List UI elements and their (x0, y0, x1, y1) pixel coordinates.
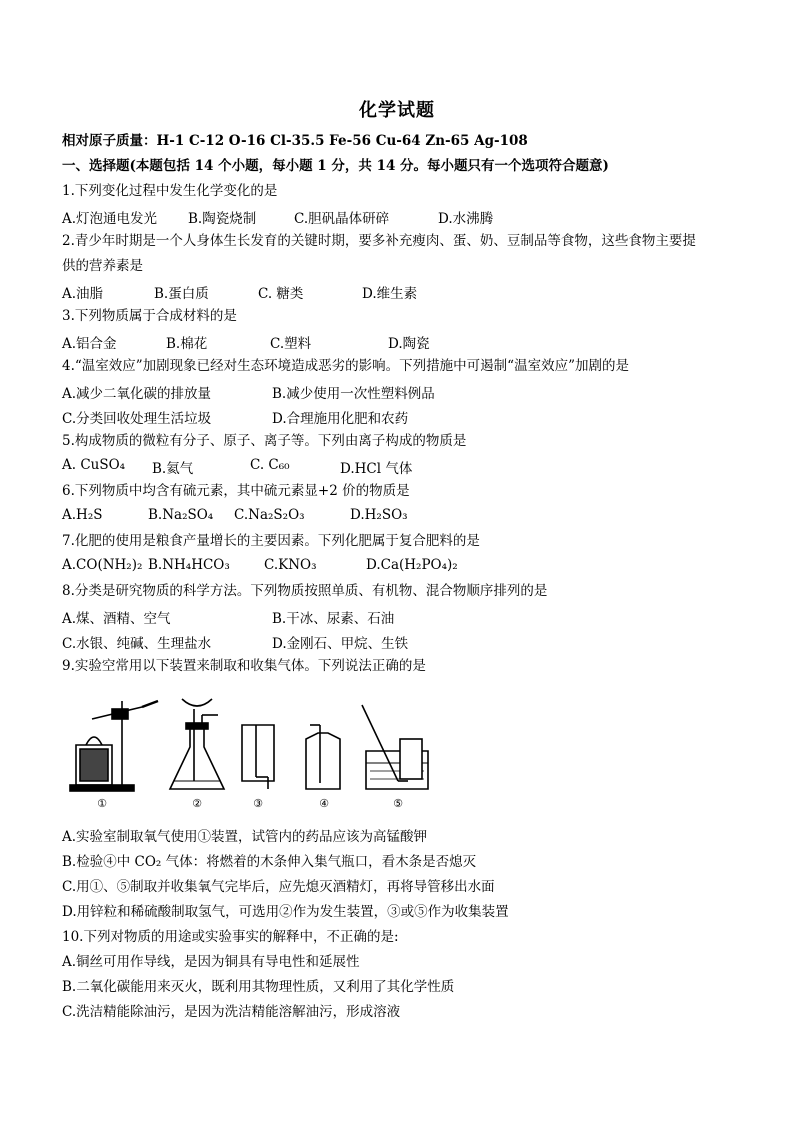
q6-option-b[interactable]: B.Na₂SO₄ (148, 507, 214, 523)
q3-option-a[interactable]: A.铝合金 (62, 336, 117, 352)
q6-option-a[interactable]: A.H₂S (62, 507, 103, 523)
page-title: 化学试题 (359, 100, 435, 121)
atomic-mass: 相对原子质量：H-1 C-12 O-16 Cl-35.5 Fe-56 Cu-64 Zn-65 Ag-108 (62, 133, 528, 149)
apparatus-figure (62, 685, 432, 815)
q8-option-a[interactable]: A.煤、酒精、空气 (62, 611, 171, 627)
q3-options (62, 332, 742, 350)
q1-options (62, 207, 742, 225)
q9-option-d[interactable]: D.用锌粒和稀硫酸制取氢气，可选用②作为发生装置，③或⑤作为收集装置 (62, 904, 509, 920)
apparatus-label-4: ④ (319, 797, 329, 810)
q5-options (62, 457, 742, 475)
q8-stem: 8.分类是研究物质的科学方法。下列物质按照单质、有机物、混合物顺序排列的是 (62, 583, 548, 599)
q8-option-b[interactable]: B.干冰、尿素、石油 (272, 611, 395, 627)
q6-options (62, 507, 742, 525)
q10-option-b[interactable]: B.二氧化碳能用来灭火，既利用其物理性质，又利用了其化学性质 (62, 979, 455, 995)
apparatus-label-3: ③ (253, 797, 263, 810)
q2-option-c[interactable]: C. 糖类 (258, 286, 304, 302)
q3-stem: 3.下列物质属于合成材料的是 (62, 308, 237, 324)
q5-option-d[interactable]: D.HCl 气体 (340, 461, 413, 477)
q9-option-c[interactable]: C.用①、⑤制取并收集氧气完毕后，应先熄灭酒精灯，再将导管移出水面 (62, 879, 495, 895)
apparatus-3-downward-collection (242, 725, 274, 789)
q10-stem: 10.下列对物质的用途或实验事实的解释中，不正确的是: (62, 929, 399, 945)
q2-stem-line2: 供的营养素是 (62, 258, 143, 274)
q5-option-a[interactable]: A. CuSO₄ (62, 457, 126, 473)
q4-options-row2 (62, 407, 742, 425)
q2-option-a[interactable]: A.油脂 (62, 286, 104, 302)
q6-option-d[interactable]: D.H₂SO₃ (350, 507, 408, 523)
q7-option-d[interactable]: D.Ca(H₂PO₄)₂ (366, 557, 458, 573)
q1-option-c[interactable]: C.胆矾晶体研碎 (294, 211, 390, 227)
q7-stem: 7.化肥的使用是粮食产量增长的主要因素。下列化肥属于复合肥料的是 (62, 533, 480, 549)
q8-options-row2 (62, 632, 742, 650)
q1-option-a[interactable]: A.灯泡通电发光 (62, 211, 158, 227)
apparatus-5-water-collection (362, 705, 428, 789)
q8-option-d[interactable]: D.金刚石、甲烷、生铁 (272, 636, 409, 652)
q6-option-c[interactable]: C.Na₂S₂O₃ (234, 507, 305, 523)
q4-stem: 4.“温室效应”加剧现象已经对生态环境造成恶劣的影响。下列措施中可遏制“温室效应”加剧的是 (62, 358, 629, 374)
q4-option-b[interactable]: B.减少使用一次性塑料例品 (272, 386, 435, 402)
q8-option-c[interactable]: C.水银、纯碱、生理盐水 (62, 636, 212, 652)
apparatus-label-5: ⑤ (393, 797, 403, 810)
q8-options-row1 (62, 607, 742, 625)
apparatus-label-1: ① (97, 797, 107, 810)
q9-option-a[interactable]: A.实验室制取氧气使用①装置，试管内的药品应该为高锰酸钾 (62, 829, 428, 845)
q4-option-a[interactable]: A.减少二氧化碳的排放量 (62, 386, 212, 402)
apparatus-1-heating (70, 701, 158, 791)
q1-stem: 1.下列变化过程中发生化学变化的是 (62, 183, 278, 199)
q9-option-b[interactable]: B.检验④中 CO₂ 气体：将燃着的木条伸入集气瓶口，看木条是否熄灭 (62, 854, 477, 870)
q6-stem: 6.下列物质中均含有硫元素，其中硫元素显+2 价的物质是 (62, 483, 410, 499)
q3-option-c[interactable]: C.塑料 (270, 336, 312, 352)
q4-option-d[interactable]: D.合理施用化肥和农药 (272, 411, 409, 427)
q2-option-d[interactable]: D.维生素 (362, 286, 418, 302)
q9-stem: 9.实验空常用以下装置来制取和收集气体。下列说法正确的是 (62, 658, 426, 674)
q10-option-a[interactable]: A.铜丝可用作导线，是因为铜具有导电性和延展性 (62, 954, 360, 970)
apparatus-2-flask (170, 699, 224, 789)
q7-option-b[interactable]: B.NH₄HCO₃ (148, 557, 230, 573)
q5-option-c[interactable]: C. C₆₀ (250, 457, 290, 473)
q4-option-c[interactable]: C.分类回收处理生活垃圾 (62, 411, 212, 427)
q4-options-row1 (62, 382, 742, 400)
q2-stem-line1: 2.青少年时期是一个人身体生长发育的关键时期，要多补充瘦肉、蛋、奶、豆制品等食物，这些食物主要提 (62, 233, 696, 249)
q5-option-b[interactable]: B.氦气 (152, 461, 194, 477)
q3-option-b[interactable]: B.棉花 (166, 336, 208, 352)
q7-option-a[interactable]: A.CO(NH₂)₂ (62, 557, 143, 573)
q1-option-b[interactable]: B.陶瓷烧制 (188, 211, 257, 227)
q2-option-b[interactable]: B.蛋白质 (154, 286, 209, 302)
apparatus-label-2: ② (192, 797, 202, 810)
q3-option-d[interactable]: D.陶瓷 (388, 336, 430, 352)
q10-option-c[interactable]: C.洗洁精能除油污，是因为洗洁精能溶解油污，形成溶液 (62, 1004, 401, 1020)
q7-option-c[interactable]: C.KNO₃ (264, 557, 317, 573)
apparatus-4-upward-collection (306, 725, 340, 789)
q1-option-d[interactable]: D.水沸腾 (438, 211, 494, 227)
section-heading: 一、选择题(本题包括 14 个小题，每小题 1 分，共 14 分。每小题只有一个选项符合题意) (62, 158, 609, 174)
q5-stem: 5.构成物质的微粒有分子、原子、离子等。下列由离子构成的物质是 (62, 433, 467, 449)
q7-options (62, 557, 742, 575)
q2-options (62, 282, 742, 300)
